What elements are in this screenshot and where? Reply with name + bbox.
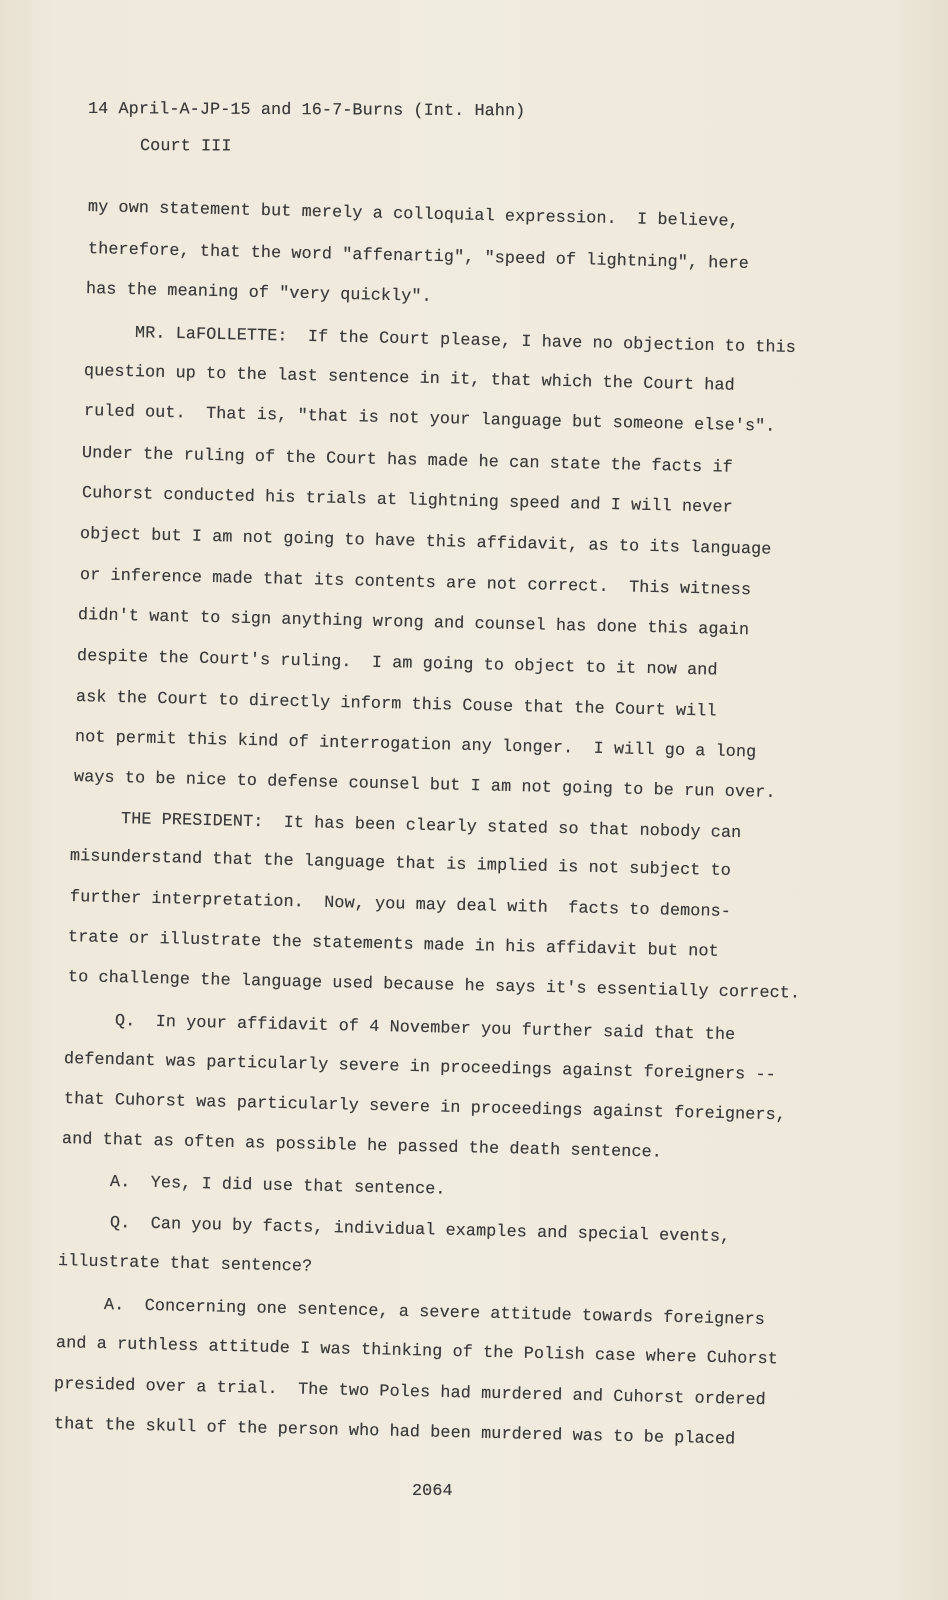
text-line: presided over a trial. The two Poles had murdered and Cuhorst ordered (53, 1375, 766, 1411)
header-court: Court III (139, 137, 232, 157)
text-line: illustrate that sentence? (57, 1252, 313, 1277)
text-line: Q. In your affidavit of 4 November you further said that the (114, 1012, 736, 1046)
text-line: question up to the last sentence in it, that which the Court had (83, 362, 735, 396)
text-line: therefore, that the word "affenartig", "speed of lightning", here (87, 240, 750, 274)
header-line: 14 April-A-JP-15 and 16-7-Burns (Int. Hahn) (87, 100, 526, 122)
text-line: Q. Can you by facts, individual examples and special events, (109, 1214, 731, 1248)
text-line: misunderstand that the language that is implied is not subject to (69, 847, 732, 881)
text-line: ask the Court to directly inform this Couse that the Court will (75, 688, 717, 722)
text-line: object but I am not going to have this affidavit, as to its language (79, 525, 772, 560)
text-line: Cuhorst conducted his trials at lightning speed and I will never (81, 484, 733, 518)
text-line: has the meaning of "very quickly". (85, 280, 432, 307)
text-line: or inference made that its contents are not correct. This witness (79, 566, 752, 601)
text-line: didn't want to sign anything wrong and counsel has done this again (77, 606, 750, 641)
page-number: 2064 (412, 1482, 453, 1501)
text-line: trate or illustrate the statements made in his affidavit but not (67, 928, 719, 962)
text-line: defendant was particularly severe in proceedings against foreigners -- (63, 1050, 776, 1086)
text-line: further interpretation. Now, you may deal with facts to demons- (69, 888, 732, 922)
text-line: and that as often as possible he passed the death sentence. (61, 1130, 663, 1163)
text-line: A. Concerning one sentence, a severe attitude towards foreigners (103, 1296, 766, 1330)
text-line: that the skull of the person who had been murdered was to be placed (53, 1415, 736, 1450)
text-line: to challenge the language used because he says it's essentially correct. (67, 968, 801, 1004)
text-line: and a ruthless attitude I was thinking of the Polish case where Cuhorst (55, 1334, 779, 1370)
text-line: despite the Court's ruling. I am going to object to it now and (76, 647, 718, 681)
text-line: MR. LaFOLLETTE: If the Court please, I have no objection to this (134, 324, 797, 358)
text-line: ways to be nice to defense counsel but I am not going to be run over. (73, 768, 776, 803)
text-line: A. Yes, I did use that sentence. (109, 1173, 446, 1200)
text-line: my own statement but merely a colloquial expression. I believe, (87, 198, 739, 232)
text-line: not permit this kind of interrogation any longer. I will go a long (74, 728, 757, 763)
text-line: Under the ruling of the Court has made he can state the facts if (81, 444, 733, 478)
text-line: that Cuhorst was particularly severe in proceedings against foreigners, (63, 1090, 787, 1126)
text-line: THE PRESIDENT: It has been clearly stated so that nobody can (120, 810, 742, 844)
text-line: ruled out. That is, "that is not your language but someone else's". (83, 402, 776, 437)
